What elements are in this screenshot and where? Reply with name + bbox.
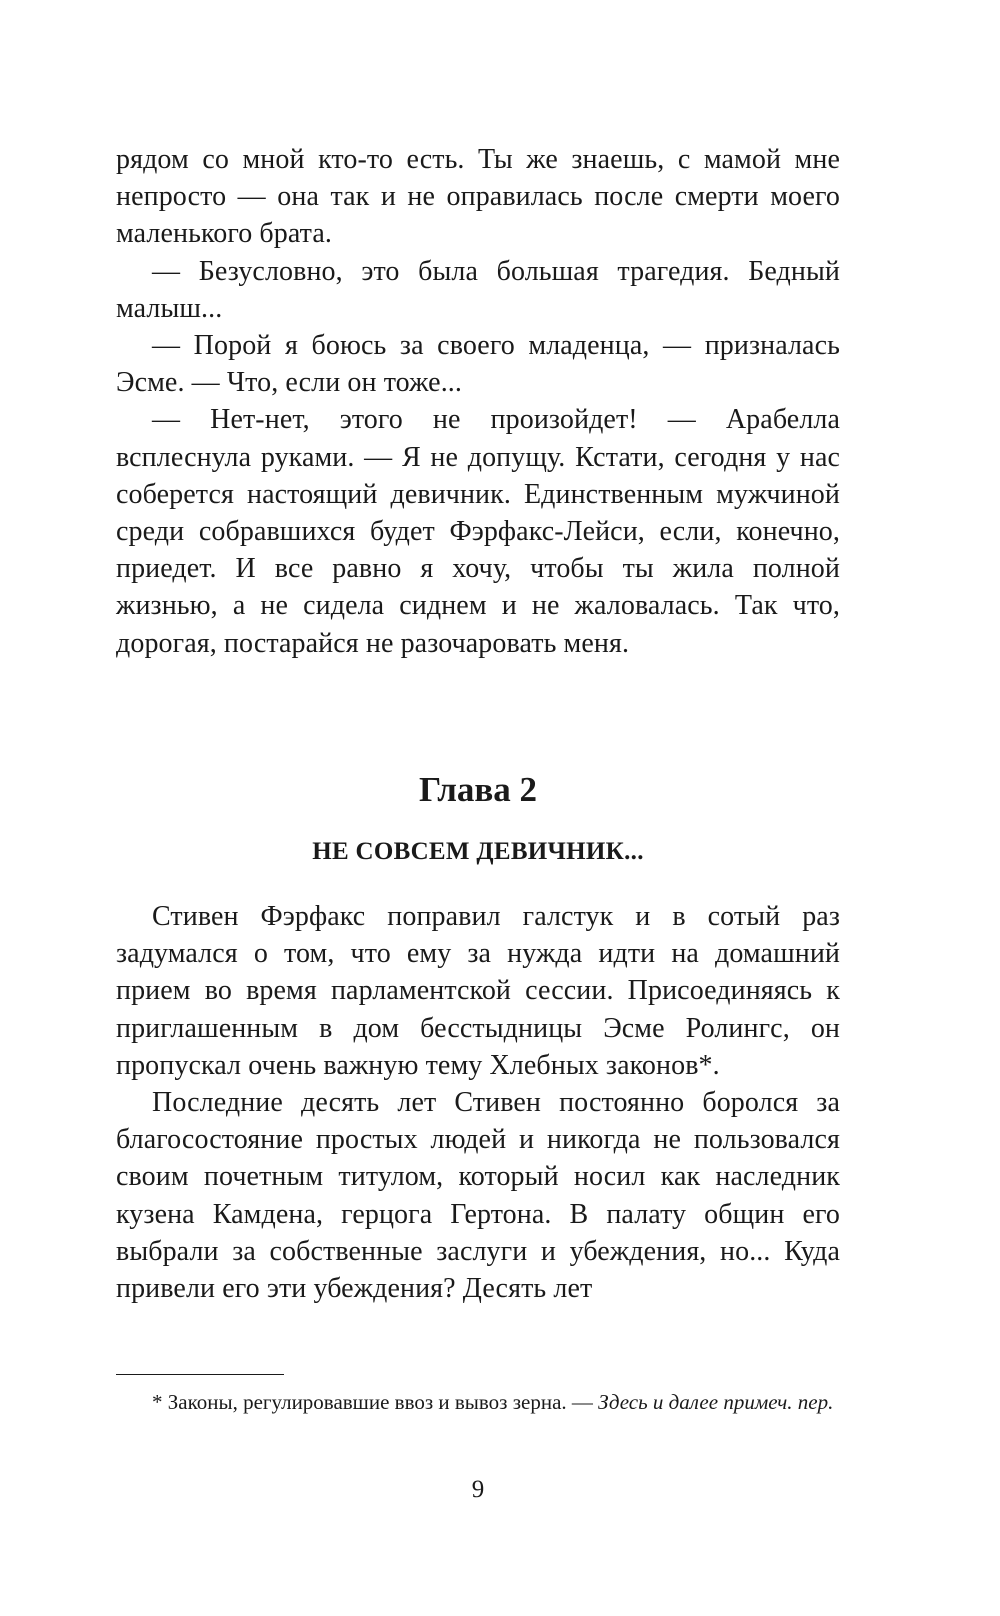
- chapter-title: Глава 2: [418, 770, 538, 809]
- footnote-text: Законы, регулировавшие ввоз и вывоз зерна. —: [167, 1390, 593, 1414]
- paragraph: Последние десять лет Стивен постоянно боролся за благосостояние простых людей и никогда не пользовался своим почетным титулом, который носил как наследник кузена Камдена, герцога Гертона. В палату общин его выбрали за собственные заслуги и убеждения, но... Куда привели его эти убеждения? Десять лет: [116, 1087, 840, 1305]
- paragraph: Стивен Фэрфакс поправил галстук и в сотый раз задумался о том, что ему за нужда идти на домашний прием во время парламентской сессии. Присоединяясь к приглашенным в дом бесстыдницы Эсме Ролингс, он пропускал очень важную тему Хлебных законов*.: [116, 901, 840, 1081]
- footnote-attribution: Здесь и далее примеч. пер.: [598, 1390, 834, 1414]
- footnote-divider: [116, 1374, 284, 1375]
- paragraph-continuation: рядом со мной кто-то есть. Ты же знаешь, с мамой мне непросто — она так и не оправилась после смерти моего маленького брата.: [116, 144, 840, 250]
- dialogue-paragraph: — Нет-нет, этого не произойдет! — Арабелла всплеснула руками. — Я не допущу. Кстати, сегодня у нас соберется настоящий девичник. Единственным мужчиной среди собравшихся будет Фэрфакс-Лейси, если, конечно, приедет. И все равно я хочу, чтобы ты жила полной жизнью, а не сидела сиднем и не жаловалась. Так что, дорогая, постарайся не разочаровать меня.: [116, 404, 840, 659]
- page-number: 9: [471, 1476, 485, 1503]
- continued-text: [116, 141, 840, 662]
- footnote-marker: *: [152, 1390, 163, 1414]
- chapter-text: [116, 898, 840, 1307]
- footnote: [116, 1386, 840, 1418]
- dialogue-paragraph: — Порой я боюсь за своего младенца, — призналась Эсме. — Что, если он тоже...: [116, 330, 840, 399]
- dialogue-paragraph: — Безусловно, это была большая трагедия. Бедный малыш...: [116, 255, 840, 324]
- chapter-subtitle: НЕ СОВСЕМ ДЕВИЧНИК...: [312, 838, 644, 865]
